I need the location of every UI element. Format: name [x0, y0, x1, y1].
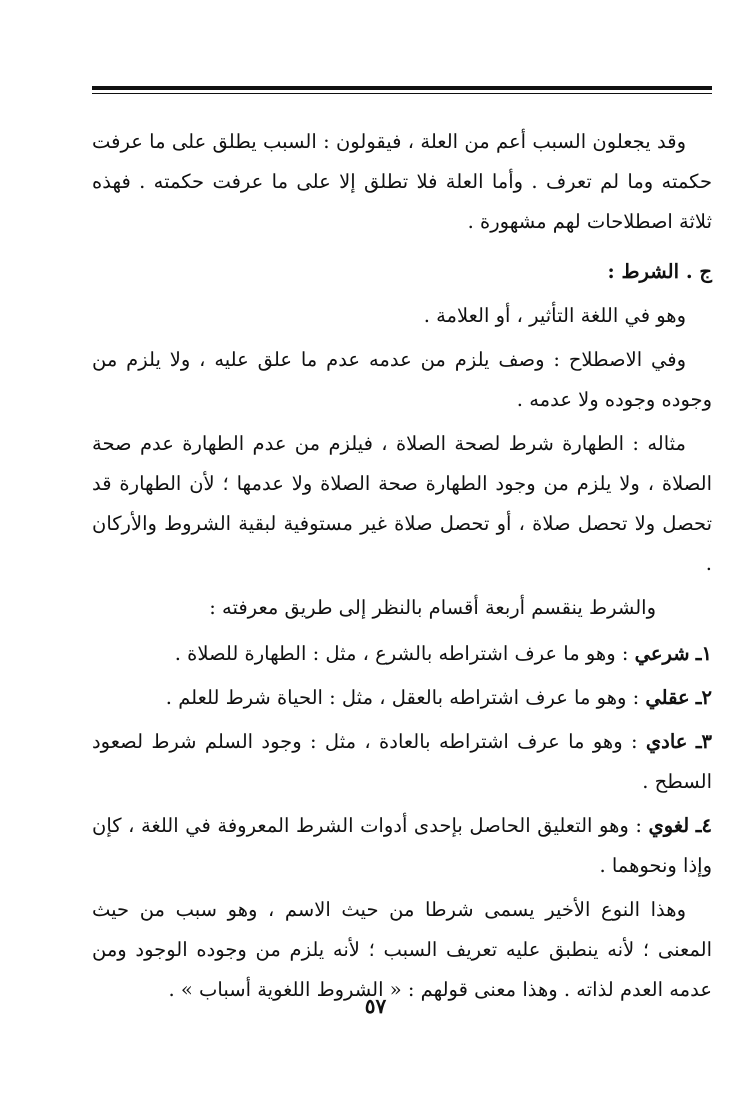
paragraph-technical-definition: وفي الاصطلاح : وصف يلزم من عدمه عدم ما علق عليه ، ولا يلزم من وجوده وجوده ولا عدمه . — [92, 348, 712, 411]
item-number: ٢ـ — [695, 686, 712, 709]
item-text: : وهو التعليق الحاصل بإحدى أدوات الشرط المعروفة في اللغة ، كإن وإذا ونحوهما . — [92, 814, 712, 877]
paragraph-closing: وهذا النوع الأخير يسمى شرطا من حيث الاسم ، وهو سبب من حيث المعنى ؛ لأنه ينطبق عليه تعريف السبب ؛ لأنه يلزم من وجوده الوجود ومن عدمه العدم لذاته . وهذا معنى قولهم : « الشروط اللغوية أسباب » . — [92, 898, 713, 1001]
section-heading-condition: ج . الشرط : — [607, 260, 712, 283]
item-text: : وهو ما عرف اشتراطه بالعادة ، مثل : وجود السلم شرط لصعود السطح . — [92, 730, 712, 793]
item-term: عادي — [645, 730, 688, 753]
page-number: ٥٧ — [364, 994, 387, 1018]
item-number: ٤ـ — [695, 814, 712, 837]
item-term: شرعي — [634, 642, 690, 665]
item-text: : وهو ما عرف اشتراطه بالعقل ، مثل : الحياة شرط للعلم . — [165, 686, 646, 709]
list-item — [92, 678, 712, 718]
item-text: : وهو ما عرف اشتراطه بالشرع ، مثل : الطهارة للصلاة . — [174, 642, 635, 665]
paragraph-division-intro: والشرط ينقسم أربعة أقسام بالنظر إلى طريق معرفته : — [209, 596, 656, 619]
paragraph-cause-vs-reason: وقد يجعلون السبب أعم من العلة ، فيقولون : السبب يطلق على ما عرفت حكمته وما لم تعرف . وأما العلة فلا تطلق إلا على ما عرفت حكمته . فهذه ثلاثة اصطلاحات لهم مشهورة . — [92, 130, 712, 233]
page-body — [92, 122, 712, 1014]
header-rule-thin — [92, 93, 712, 94]
item-term: عقلي — [645, 686, 690, 709]
item-term: لغوي — [648, 814, 690, 837]
item-number: ١ـ — [695, 642, 712, 665]
list-item — [92, 634, 712, 674]
item-number: ٣ـ — [695, 730, 713, 753]
paragraph-example: مثاله : الطهارة شرط لصحة الصلاة ، فيلزم من عدم الطهارة عدم صحة الصلاة ، ولا يلزم من وجود الطهارة صحة الصلاة ولا عدمها ؛ لأن الطهارة قد تحصل ولا تحصل صلاة ، أو تحصل صلاة غير مستوفية لبقية الشروط والأركان . — [92, 432, 712, 575]
list-item — [92, 722, 712, 802]
list-item — [92, 806, 712, 886]
paragraph-linguistic-definition: وهو في اللغة التأثير ، أو العلامة . — [423, 304, 686, 327]
header-rule-thick — [92, 86, 712, 90]
